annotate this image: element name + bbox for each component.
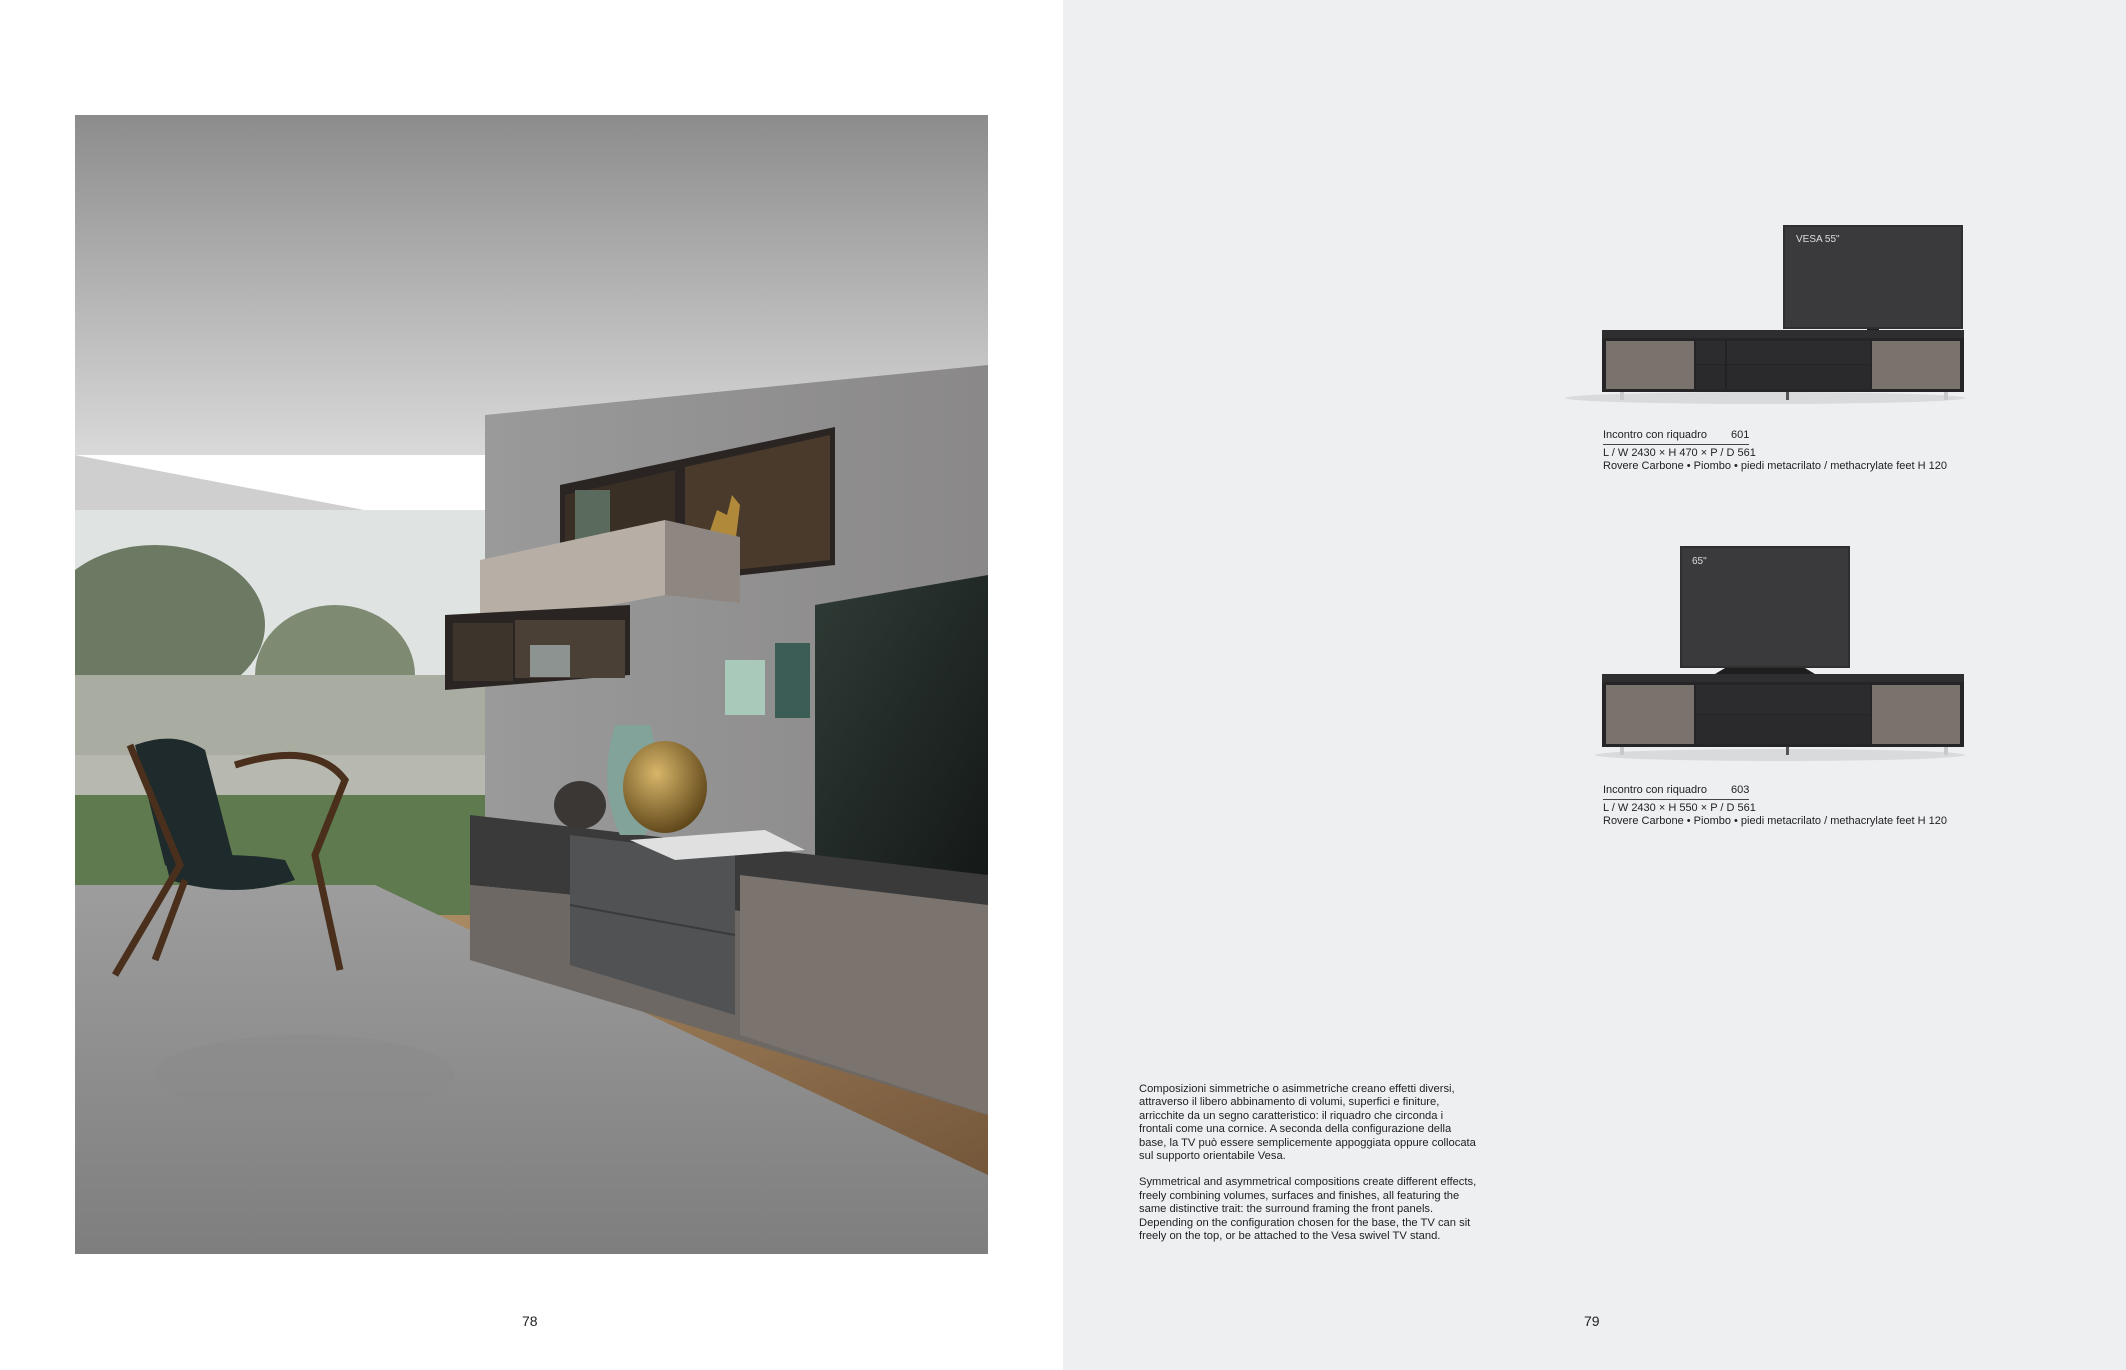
product-601-title-row: [1603, 429, 1749, 445]
product-601-illustration: [1540, 220, 1970, 410]
product-601-name: Incontro con riquadro: [1603, 429, 1707, 441]
product-603-finish: Rovere Carbone • Piombo • piedi metacrilato / methacrylate feet H 120: [1603, 815, 1947, 827]
product-601-finish: Rovere Carbone • Piombo • piedi metacrilato / methacrylate feet H 120: [1603, 460, 1947, 472]
living-room-photo: [75, 115, 988, 1254]
interior-scene-illustration: [75, 115, 988, 1254]
product-601-dimensions: L / W 2430 × H 470 × P / D 561: [1603, 446, 1756, 459]
product-603-dimensions: L / W 2430 × H 550 × P / D 561: [1603, 801, 1756, 814]
description-english: Symmetrical and asymmetrical compositions create different effects, freely combining volumes, surfaces and finishes, all featuring the same distinctive trait: the surround framing the front panels. Depending on the configuration chosen for the base, the TV can sit freely on the top, or be attached to the Vesa swivel TV stand.: [1139, 1176, 1477, 1243]
tv-label-65: 65": [1692, 556, 1707, 567]
description-italian: Composizioni simmetriche o asimmetriche creano effetti diversi, attraverso il libero abbinamento di volumi, superfici e finiture, arricchite da un segno caratteristico: il riquadro che circonda i frontali come una cornice. A seconda della configurazione della base, la TV può essere semplicemente appoggiata oppure collocata sul supporto orientabile Vesa.: [1139, 1083, 1476, 1163]
description-block: [1139, 1083, 1479, 1256]
page-number-left: 78: [522, 1313, 538, 1329]
page-number-right: 79: [1584, 1313, 1600, 1329]
product-603-title-row: [1603, 784, 1749, 800]
product-601-code: 601: [1730, 429, 1750, 441]
product-603-caption: [1603, 784, 1947, 829]
product-601-caption: [1603, 429, 1947, 474]
tv-label-vesa-55: VESA 55": [1796, 234, 1840, 245]
product-603-code: 603: [1730, 784, 1750, 796]
product-603-name: Incontro con riquadro: [1603, 784, 1707, 796]
product-603-illustration: [1540, 540, 1970, 765]
